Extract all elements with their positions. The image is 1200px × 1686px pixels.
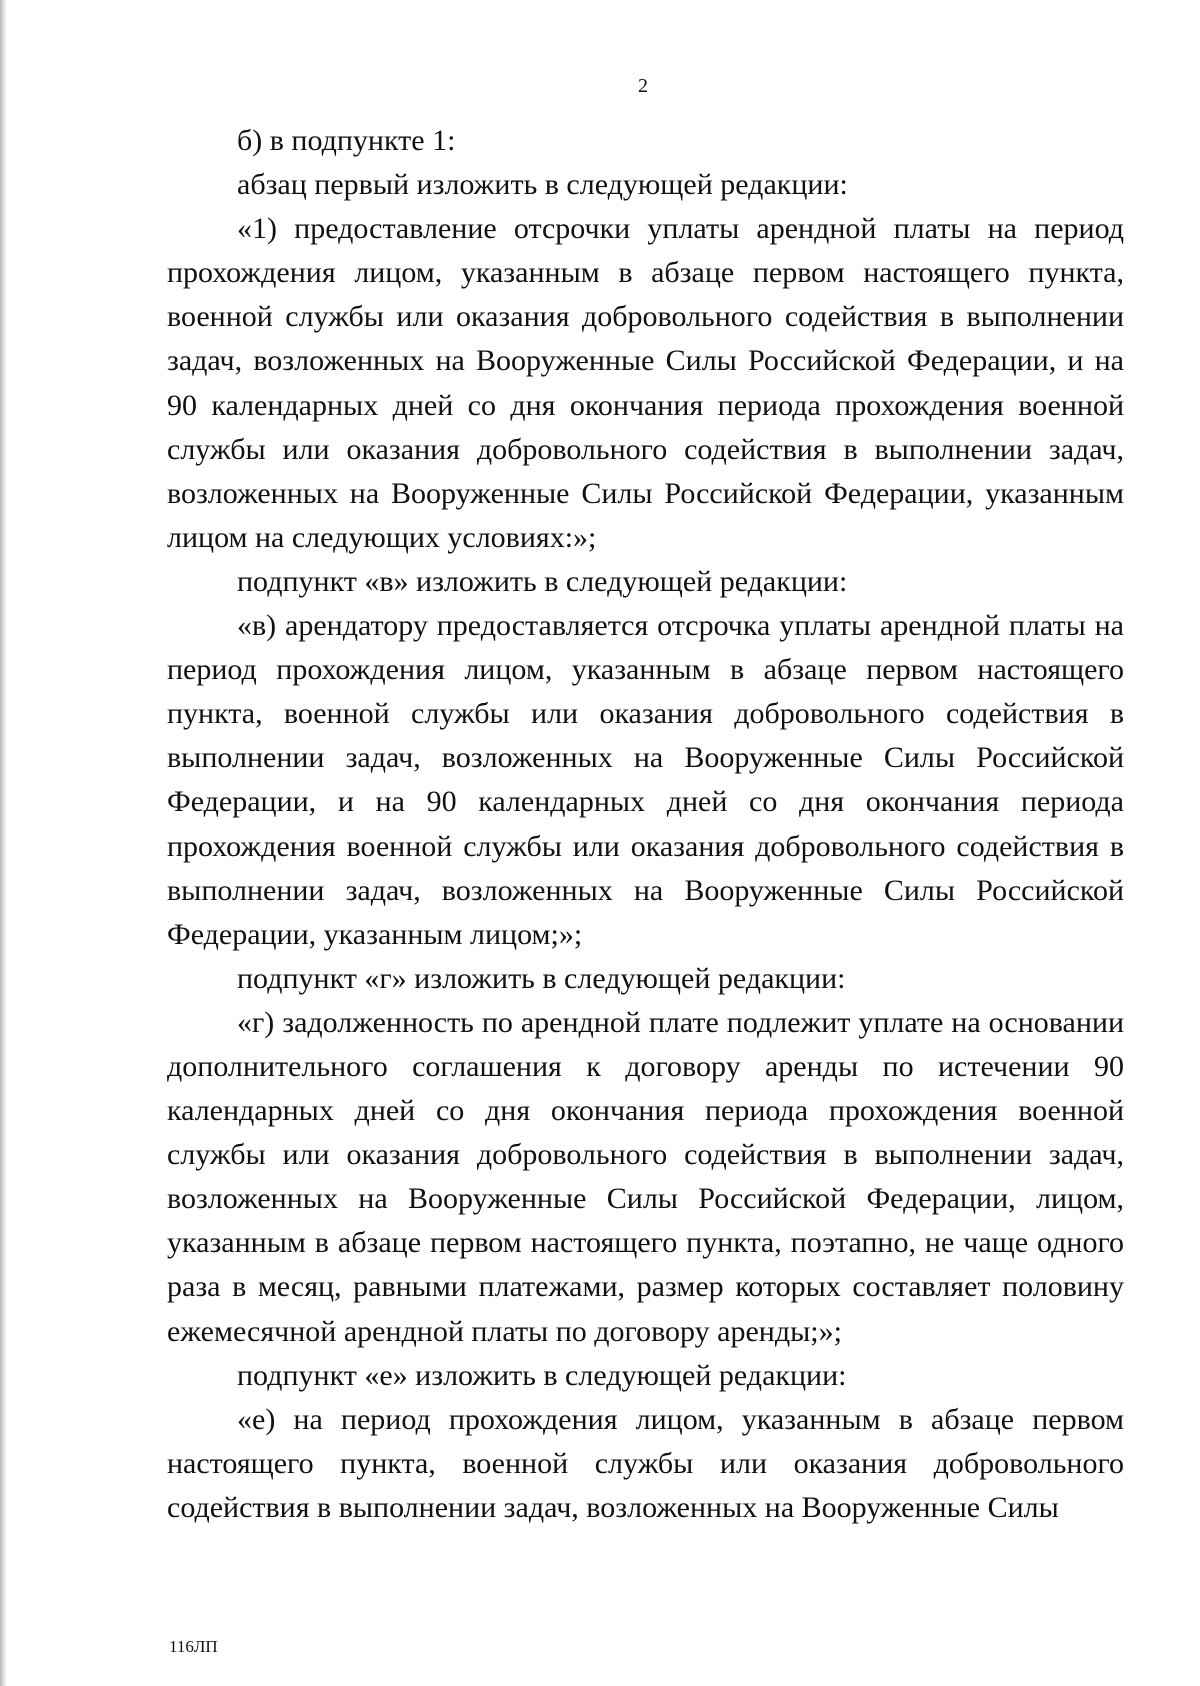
document-body xyxy=(167,119,1124,1530)
page-number: 2 xyxy=(638,75,648,97)
paragraph-instruction-v: подпункт «в» изложить в следующей редакции: xyxy=(237,564,848,598)
paragraph-instruction-e: подпункт «е» изложить в следующей редакции: xyxy=(237,1358,847,1392)
paragraph-subitem-b: б) в подпункте 1: xyxy=(237,124,456,157)
paragraph-instruction-g: подпункт «г» изложить в следующей редакции: xyxy=(237,961,846,995)
paragraph-instruction-1: абзац первый изложить в следующей редакции: xyxy=(237,168,848,202)
document-code: 116ЛП xyxy=(169,1637,218,1656)
scan-edge xyxy=(0,0,7,1686)
paragraph-subitem-e-text: «е) на период прохождения лицом, указанным в абзаце первом настоящего пункта, военной службы или оказания добровольного содействия в выполнении задач, возложенных на Вооруженные Силы xyxy=(167,1402,1124,1524)
paragraph-subitem-v-text: «в) арендатору предоставляется отсрочка уплаты арендной платы на период прохождения лицом, указанным в абзаце первом настоящего пункта, военной службы или оказания добровольного содействия в выполнении задач, возложенных на Вооруженные Силы Российской Федерации, и на 90 календарных дней со дня окончания периода прохождения военной службы или оказания добровольного содействия в выполнении задач, возложенных на Вооруженные Силы Российской Федерации, указанным лицом;»; xyxy=(167,609,1124,951)
paragraph-subitem-g-text: «г) задолженность по арендной плате подлежит уплате на основании дополнительного соглашения к договору аренды по истечении 90 календарных дней со дня окончания периода прохождения военной службы или оказания добровольного содействия в выполнении задач, возложенных на Вооруженные Силы Российской Федерации, лицом, указанным в абзаце первом настоящего пункта, поэтапно, не чаще одного раза в месяц, равными платежами, размер которых составляет половину ежемесячной арендной платы по договору аренды;»; xyxy=(167,1005,1124,1348)
paragraph-subitem-1-text: «1) предоставление отсрочки уплаты арендной платы на период прохождения лицом, указанным в абзаце первом настоящего пункта, военной службы или оказания добровольного содействия в выполнении задач, возложенных на Вооруженные Силы Российской Федерации, и на 90 календарных дней со дня окончания периода прохождения военной службы или оказания добровольного содействия в выполнении задач, возложенных на Вооруженные Силы Российской Федерации, указанным лицом на следующих условиях:»; xyxy=(167,212,1124,554)
